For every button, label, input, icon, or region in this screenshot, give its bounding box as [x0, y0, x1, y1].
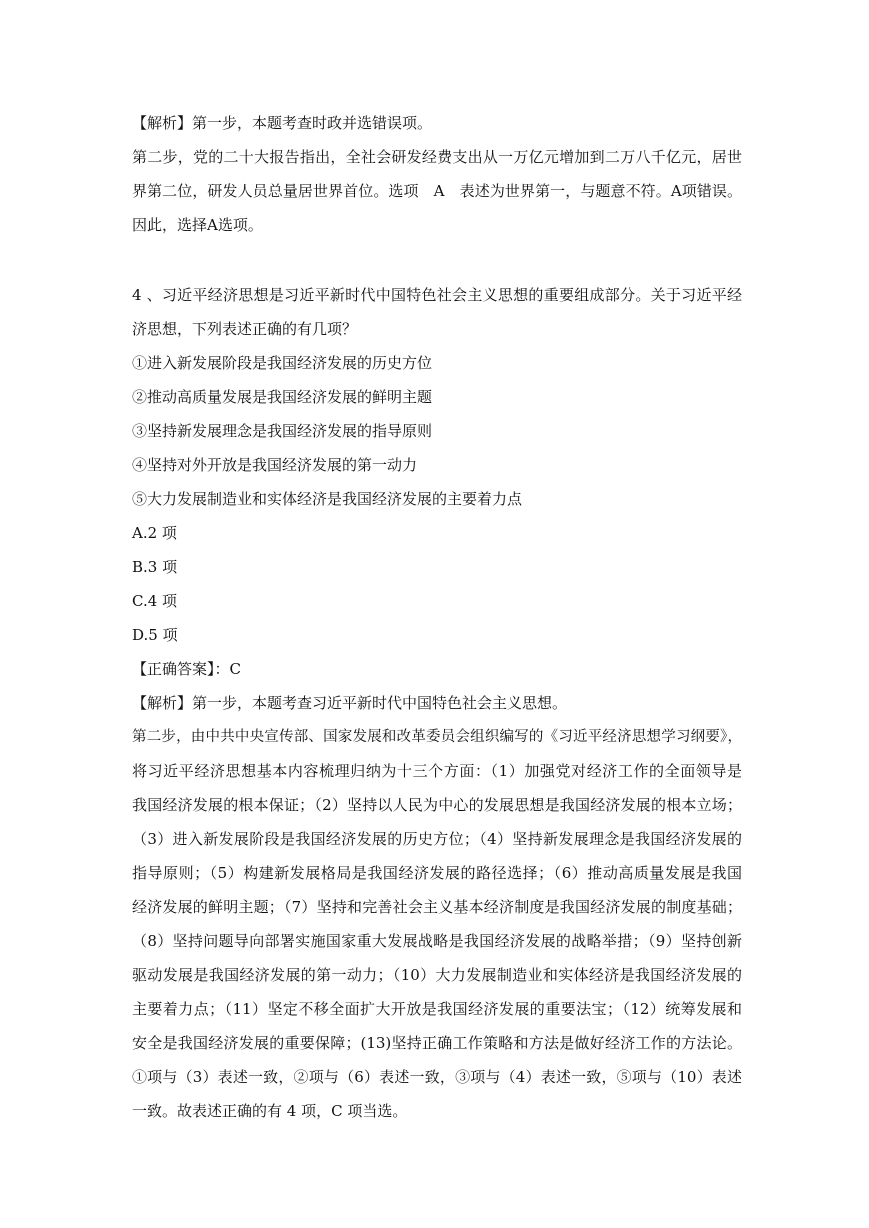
correct-answer: 【正确答案】：C — [132, 660, 241, 678]
analysis-line: 将习近平经济思想基本内容梳理归纳为十三个方面：（1）加强党对经济工作的全面领导是 — [132, 762, 742, 780]
prev-analysis-line: 【解析】第一步，本题考查时政并选错误项。 — [132, 114, 433, 132]
analysis-line: 【解析】第一步，本题考查习近平新时代中国特色社会主义思想。 — [132, 694, 568, 712]
analysis-line: 第二步，由中共中央宣传部、国家发展和改革委员会组织编写的《习近平经济思想学习纲要》， — [132, 729, 742, 745]
analysis-line: 主要着力点；（11）坚定不移全面扩大开放是我国经济发展的重要法宝；（12）统筹发展和 — [132, 1000, 742, 1018]
question-stem: 4 、习近平经济思想是习近平新时代中国特色社会主义思想的重要组成部分。关于习近平经 — [132, 286, 742, 304]
analysis-line: 我国经济发展的根本保证；（2）坚持以人民为中心的发展思想是我国经济发展的根本立场； — [132, 796, 742, 814]
option-d: D.5 项 — [132, 626, 178, 644]
analysis-line: 安全是我国经济发展的重要保障；(13)坚持正确工作策略和方法是做好经济工作的方法论。 — [132, 1034, 742, 1052]
question-item: ⑤大力发展制造业和实体经济是我国经济发展的主要着力点 — [132, 490, 523, 508]
analysis-line: ①项与（3）表述一致，②项与（6）表述一致，③项与（4）表述一致，⑤项与（10）表述 — [132, 1068, 742, 1086]
question-stem: 济思想，下列表述正确的有几项？ — [132, 320, 358, 338]
option-a: A.2 项 — [132, 524, 177, 542]
analysis-line: （3）进入新发展阶段是我国经济发展的历史方位；（4）坚持新发展理念是我国经济发展的 — [132, 830, 742, 848]
prev-analysis-line: 第二步，党的二十大报告指出，全社会研发经费支出从一万亿元增加到二万八千亿元，居世 — [132, 148, 742, 166]
question-item: ②推动高质量发展是我国经济发展的鲜明主题 — [132, 388, 433, 406]
analysis-line: 驱动发展是我国经济发展的第一动力；（10）大力发展制造业和实体经济是我国经济发展的 — [132, 966, 742, 984]
question-item: ④坚持对外开放是我国经济发展的第一动力 — [132, 456, 418, 474]
question-item: ③坚持新发展理念是我国经济发展的指导原则 — [132, 422, 433, 440]
option-b: B.3 项 — [132, 558, 178, 576]
analysis-line: 一致。故表述正确的有 4 项，C 项当选。 — [132, 1102, 408, 1120]
prev-analysis-line: 界第二位，研发人员总量居世界首位。选项 A 表述为世界第一，与题意不符。A项错误。 — [132, 182, 742, 200]
analysis-line: 经济发展的鲜明主题；（7）坚持和完善社会主义基本经济制度是我国经济发展的制度基础； — [132, 898, 742, 916]
option-c: C.4 项 — [132, 592, 178, 610]
prev-analysis-line: 因此，选择A选项。 — [132, 216, 263, 234]
analysis-line: 指导原则；（5）构建新发展格局是我国经济发展的路径选择；（6）推动高质量发展是我国 — [132, 864, 742, 882]
analysis-line: （8）坚持问题导向部署实施国家重大发展战略是我国经济发展的战略举措；（9）坚持创新 — [132, 932, 742, 950]
question-item: ①进入新发展阶段是我国经济发展的历史方位 — [132, 354, 433, 372]
